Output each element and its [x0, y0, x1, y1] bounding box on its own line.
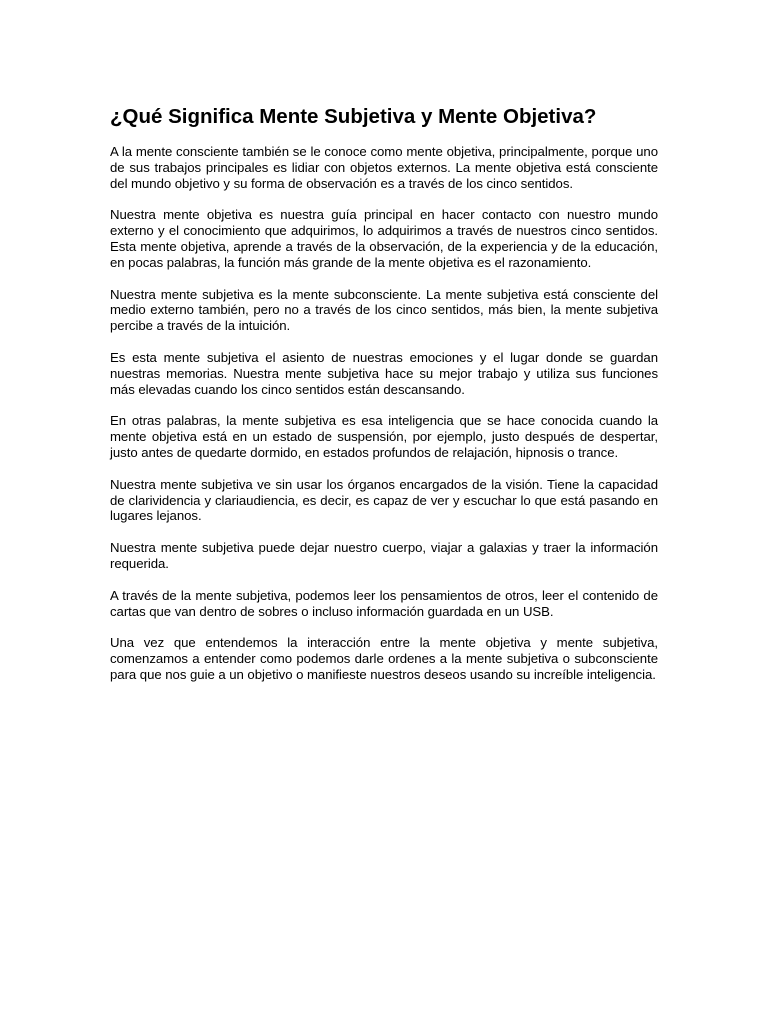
paragraph: Nuestra mente subjetiva puede dejar nuestro cuerpo, viajar a galaxias y traer la información requerida.	[110, 540, 658, 571]
paragraph: Nuestra mente objetiva es nuestra guía principal en hacer contacto con nuestro mundo externo y el conocimiento que adquirimos, lo adquirimos a través de nuestros cinco sentidos. Esta mente objetiva, aprende a través de la observación, de la experiencia y de la educación, en pocas palabras, la función más grande de la mente objetiva es el razonamiento.	[110, 207, 658, 270]
paragraph: A la mente consciente también se le conoce como mente objetiva, principalmente, porque uno de sus trabajos principales es lidiar con objetos externos. La mente objetiva está consciente del mundo objetivo y su forma de observación es a través de los cinco sentidos.	[110, 144, 658, 191]
paragraph: A través de la mente subjetiva, podemos leer los pensamientos de otros, leer el contenido de cartas que van dentro de sobres o incluso información guardada en un USB.	[110, 587, 658, 619]
document-title: ¿Qué Significa Mente Subjetiva y Mente Objetiva?	[110, 105, 597, 128]
paragraph: Una vez que entendemos la interacción entre la mente objetiva y mente subjetiva, comenzamos a entender como podemos darle ordenes a la mente subjetiva o subconsciente para que nos guie a un objetivo o manifieste nuestros deseos usando su increíble inteligencia.	[110, 635, 658, 682]
document-page	[110, 104, 658, 699]
paragraph: Nuestra mente subjetiva ve sin usar los órganos encargados de la visión. Tiene la capacidad de clarividencia y clariaudiencia, es decir, es capaz de ver y escuchar lo que está pasando en lugares lejanos.	[110, 476, 658, 524]
paragraph: Es esta mente subjetiva el asiento de nuestras emociones y el lugar donde se guardan nuestras memorias. Nuestra mente subjetiva hace su mejor trabajo y utiliza sus funciones más elevadas cuando los cinco sentidos están descansando.	[110, 349, 658, 397]
paragraph: Nuestra mente subjetiva es la mente subconsciente. La mente subjetiva está consciente del medio externo también, pero no a través de los cinco sentidos, más bien, la mente subjetiva percibe a través de la intuición.	[110, 286, 658, 334]
paragraph: En otras palabras, la mente subjetiva es esa inteligencia que se hace conocida cuando la mente objetiva está en un estado de suspensión, por ejemplo, justo después de despertar, justo antes de quedarte dormido, en estados profundos de relajación, hipnosis o trance.	[110, 413, 658, 460]
